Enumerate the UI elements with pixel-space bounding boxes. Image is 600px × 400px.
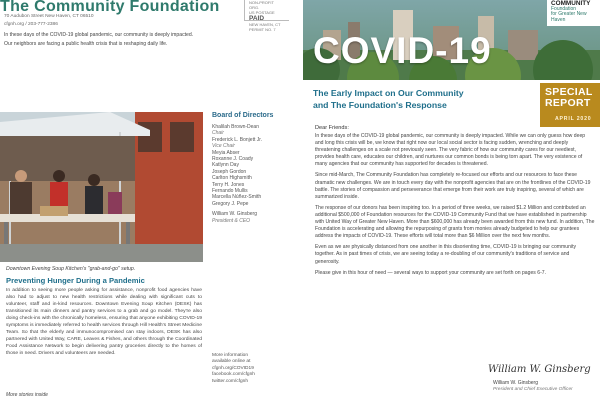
left-intro-copy [4, 32, 294, 50]
letter-paragraph: Please give in this hour of need — several ways to support your community are set forth on pages 6-7. [315, 269, 547, 276]
board-member-role: Vice Chair [212, 143, 235, 150]
letter-paragraph: In these days of the COVID-19 global pandemic, our community is deeply impacted. While we can only guess how deep and long this crisis will be, we know that right now our local social sector is facing sudden, wrenching and deeply threatening challenges on a scale not previously seen. The very fabric of how our community cares for our neediest, provides health care, educates our children, and nurtures our common bonds is being torn apart. The very existence of many agencies that our community has supported for decades is threatened. [315, 133, 586, 168]
logo-line: Foundation [551, 6, 577, 12]
more-info-link[interactable]: cfgnh.org/COVID19 [212, 365, 254, 371]
more-stories-link[interactable]: More stories inside [6, 392, 48, 398]
special-label: SPECIAL [545, 86, 593, 98]
report-label: REPORT [545, 97, 591, 109]
board-member-name: Joseph Gordon [212, 168, 247, 175]
postage-line: NEW HAVEN, CT [249, 22, 281, 27]
more-info-line: More information [212, 353, 248, 358]
postage-line: ORG. [249, 5, 260, 10]
postage-line: NON-PROFIT [249, 0, 274, 5]
special-report-badge [540, 83, 600, 127]
board-member-name: Fernando Mullis [212, 188, 248, 195]
photo-caption: Downtown Evening Soup Kitchen's "grab-and-go" setup. [6, 266, 136, 272]
postage-line: PERMIT NO. 7 [249, 27, 276, 32]
small-website: cfgnh.org / 203-777-2386 [4, 22, 58, 27]
article-title: Preventing Hunger During a Pandemic [6, 276, 145, 285]
impact-heading [313, 88, 533, 111]
more-info-link[interactable]: facebook.com/cfgnh [212, 372, 255, 378]
more-information [212, 353, 298, 385]
board-of-directors [212, 112, 298, 224]
more-info-link[interactable]: twitter.com/cfgnh [212, 378, 248, 384]
foundation-logo-text: The Community Foundation [0, 0, 220, 15]
article-paragraph: In addition to seeing more people asking for assistance, nonprofit food agencies have also had to adjust to new health restrictions while dealing with significant cuts to volunteer, staff and in-kind resources. Downtown Evening Soup Kitchen (DESK) has transitioned its main dinners and pantry services to a grab and go model. They're also doing check-ins with the chronically homeless, ensuring that anyone exhibiting COVID-19 symptoms is immediately referred to health services through Hill Health's Street Medicine Team. So that the elderly and immunocompromised can stay indoors, DESK has also partnered with United Way, CARE, Leaves & Fishes, and others through the Coordinated Food Assistance Network to begin delivering pantry groceries directly to the homes of those in need. Drivers and volunteers are needed. [6, 288, 202, 356]
letter-paragraph: Since mid-March, The Community Foundation has completely re-focused our efforts and our resources to face these dramatic new challenges. We are in touch every day with the nonprofit agencies that are on the frontlines of the COVID-19 battle. The stories of compassion and perseverance that emerge from their work are truly inspiring, several of which are summarized inside. [315, 172, 591, 200]
logo-line: COMMUNITY [551, 0, 591, 7]
intro-paragraph: Our neighbors are facing a public health crisis that is reshaping daily life. [4, 41, 168, 47]
right-page [303, 0, 600, 400]
intro-paragraph: In these days of the COVID-19 global pandemic, our community is deeply impacted. [4, 32, 194, 38]
impact-heading-line: The Early Impact on Our Community [313, 88, 464, 98]
letter-paragraph: The response of our donors has been inspiring too. In a period of three weeks, we raised $1.2 Million and contributed an additional $500,000 of Foundation resources for the COVID-19 Community Fund that we have established in partnership with United Way of Greater New Haven. More than $600,000 has already been awarded from this new fund. In addition, The Foundation is accelerating and allowing the repurposing of grants from monies already budgeted to help our grantees address the impacts of COVID-19. These efforts will total more than $6 Million over the next few months. [315, 204, 595, 240]
logo-line: for Greater New Haven [551, 11, 587, 23]
board-member-name: Khalilah Brown-Dean [212, 124, 259, 130]
letter-body [315, 124, 595, 281]
board-member-name: Terry H. Jones [212, 181, 245, 188]
more-info-line: available online at [212, 359, 251, 365]
president-name: William W. Ginsberg [212, 211, 258, 218]
board-member-name: Gregory J. Pepe [212, 200, 249, 207]
signer-name: William W. Ginsberg [493, 380, 539, 386]
letter-greeting: Dear Friends: [315, 125, 349, 131]
board-member-name: Carlton Highsmith [212, 175, 252, 182]
postage-indicia [244, 0, 289, 32]
board-member-name: Marcella Núñez-Smith [212, 194, 262, 201]
board-member-role: Chair [212, 130, 224, 137]
article-body [6, 288, 202, 358]
letter-paragraph: Even as we are physically distanced from one another in this disorienting time, COVID-19 is bringing our community together. As in past times of crisis, we are seeing today a re-doubling of our community's traditions of service and generosity. [315, 244, 577, 265]
postage-line: US POSTAGE [249, 10, 275, 15]
board-title: Board of Directors [212, 112, 274, 119]
return-address: 70 Audubon Street New Haven, CT 06510 [4, 14, 94, 19]
president-role: President & CEO [212, 217, 251, 224]
board-member-name: Frederick L. Bonjett Jr. [212, 136, 263, 143]
board-member-name: Roxanne J. Coady [212, 156, 254, 163]
board-member-name: Katlynn Day [212, 162, 239, 169]
issue-date: APRIL 2020 [555, 116, 592, 122]
impact-heading-line: and The Foundation's Response [313, 99, 447, 110]
handwritten-signature: William W. Ginsberg [488, 364, 591, 375]
soup-kitchen-photo [0, 112, 203, 262]
postage-paid: PAID [249, 15, 265, 22]
cover-title: COVID-19 [313, 30, 492, 71]
signer-title: President and Chief Executive Officer [493, 387, 573, 392]
board-member-name: Meyia Abser [212, 149, 240, 156]
community-foundation-logo [547, 0, 600, 26]
